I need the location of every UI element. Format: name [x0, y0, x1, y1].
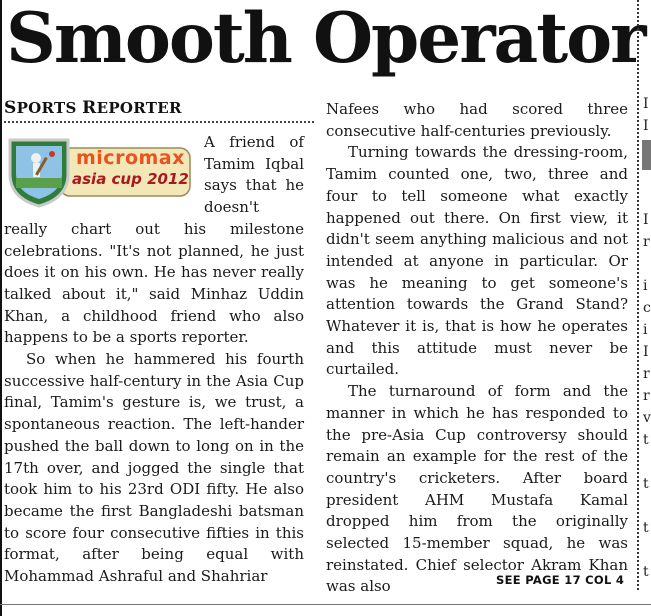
adjacent-fragment: r [643, 388, 650, 404]
paragraph-4: Turning towards the dressing-room, Tamim counted one, two, three and four to tell someone what exactly happened out there. On first view, it didn't seem anything malicious and not intended at anyone in particular. Or was he meaning to get someone's attention towards the Grand Stand? Whatever it is, that is how he operates and this attitude must never be curtailed. [326, 143, 628, 379]
adjacent-fragment: I [643, 96, 649, 112]
logo-brand-text: micromax [76, 147, 185, 169]
adjacent-fragment: I [643, 118, 649, 134]
adjacent-article-clip [642, 0, 651, 616]
adjacent-fragment: v [643, 410, 651, 426]
adjacent-fragment: i [643, 322, 648, 338]
adjacent-image-edge [642, 140, 651, 170]
byline-rest-1: PORTS [16, 99, 77, 117]
adjacent-fragment: t [643, 520, 649, 536]
left-margin-rule [0, 0, 2, 616]
adjacent-fragment: I [643, 212, 649, 228]
byline-divider [4, 121, 314, 123]
adjacent-fragment: t [643, 564, 649, 580]
bottom-rule [0, 604, 651, 605]
adjacent-fragment: t [643, 476, 649, 492]
byline-initial-1: S [4, 98, 17, 118]
logo-event-text: asia cup 2012 [72, 170, 189, 188]
adjacent-fragment: r [643, 234, 650, 250]
adjacent-fragment: I [643, 344, 649, 360]
paragraph-3: Nafees who had scored three consecutive half-centuries previously. [326, 100, 628, 140]
adjacent-fragment: c [643, 300, 651, 316]
adjacent-fragment: r [643, 366, 650, 382]
continuation-jump: SEE PAGE 17 COL 4 [496, 573, 625, 587]
asia-cup-logo [6, 134, 192, 208]
adjacent-fragment: t [643, 432, 649, 448]
byline-initial-2: R [82, 98, 97, 118]
adjacent-fragment: i [643, 278, 648, 294]
byline [4, 98, 182, 118]
paragraph-5: The turnaround of form and the manner in which he has responded to the pre-Asia Cup controversy should remain an example for the rest of the country's cricketers. After board president AHM Mustafa Kamal dropped him from the originally selected 15-member squad, he was reinstated. Chief selector Akram Khan was also [326, 382, 628, 596]
paragraph-2: So when he hammered his fourth successive half-century in the Asia Cup final, Tamim's gesture is, we trust, a spontaneous reaction. The left-hander pushed the ball down to long on in the 17th over, and jogged the single that took him to his 23rd ODI fifty. He also became the first Bangladeshi batsman to score four consecutive fifties in this format, after being equal with Mohammad Ashraful and Shahriar [4, 350, 304, 586]
article-column-1 [4, 132, 304, 588]
paragraph-1: A friend of Tamim Iqbal says that he doesn't really chart out his milestone celebrations. "It's not planned, he just does it on his own. He has never really talked about it," said Minhaz Uddin Khan, a childhood friend who also happens to be a sports reporter. [4, 133, 304, 347]
column-divider-dotted [637, 0, 639, 590]
byline-rest-2: EPORTER [96, 99, 182, 117]
headline: Smooth Operator [6, 0, 645, 79]
article-column-2 [326, 99, 628, 598]
